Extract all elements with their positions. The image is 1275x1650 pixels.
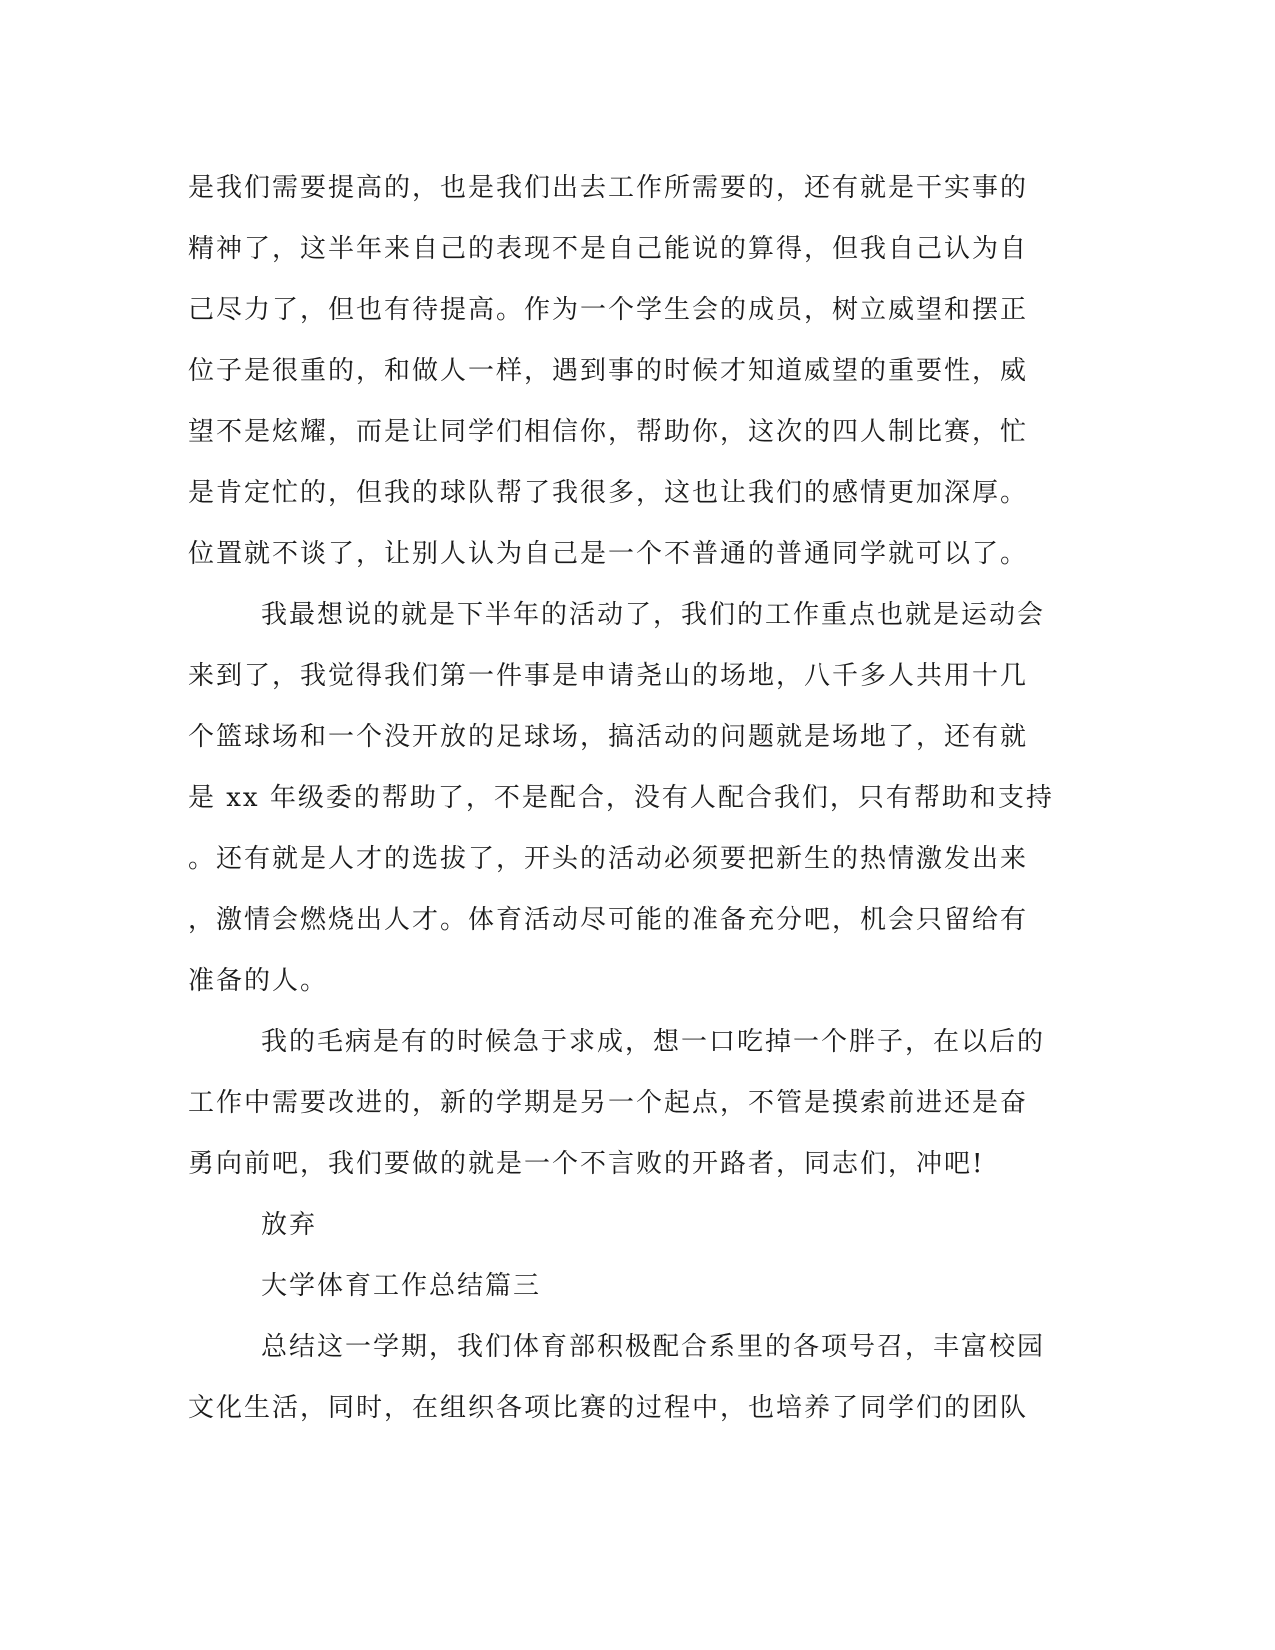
text-line: 是我们需要提高的，也是我们出去工作所需要的，还有就是干实事的 — [188, 173, 1029, 203]
document-body — [188, 158, 1068, 1439]
text-line: 个篮球场和一个没开放的足球场，搞活动的问题就是场地了，还有就 — [188, 722, 1029, 752]
text-line: 己尽力了，但也有待提高。作为一个学生会的成员，树立威望和摆正 — [188, 295, 1029, 325]
text-line: 是肯定忙的，但我的球队帮了我很多，这也让我们的感情更加深厚。 — [188, 478, 1029, 508]
text-line: 准备的人。 — [188, 966, 329, 996]
paragraph-first-line: 我最想说的就是下半年的活动了，我们的工作重点也就是运动会 — [261, 600, 1046, 630]
text-line: 勇向前吧，我们要做的就是一个不言败的开路者，同志们，冲吧! — [188, 1149, 985, 1179]
text-line: 来到了，我觉得我们第一件事是申请尧山的场地，八千多人共用十几 — [188, 661, 1029, 691]
standalone-word: 放弃 — [261, 1210, 318, 1240]
text-line: 位子是很重的，和做人一样，遇到事的时候才知道威望的重要性，威 — [188, 356, 1029, 386]
text-line: 工作中需要改进的，新的学期是另一个起点，不管是摸索前进还是奋 — [188, 1088, 1029, 1118]
text-line: 是 xx 年级委的帮助了，不是配合，没有人配合我们，只有帮助和支持 — [188, 783, 1054, 813]
text-line: 望不是炫耀，而是让同学们相信你，帮助你，这次的四人制比赛，忙 — [188, 417, 1029, 447]
text-line: ，激情会燃烧出人才。体育活动尽可能的准备充分吧，机会只留给有 — [188, 905, 1029, 935]
text-line: 精神了，这半年来自己的表现不是自己能说的算得，但我自己认为自 — [188, 234, 1029, 264]
paragraph-first-line: 我的毛病是有的时候急于求成，想一口吃掉一个胖子，在以后的 — [261, 1027, 1046, 1057]
text-line: 。还有就是人才的选拔了，开头的活动必须要把新生的热情激发出来 — [188, 844, 1029, 874]
section-heading: 大学体育工作总结篇三 — [261, 1271, 542, 1301]
paragraph-first-line: 总结这一学期，我们体育部积极配合系里的各项号召，丰富校园 — [261, 1332, 1046, 1362]
text-line: 位置就不谈了，让别人认为自己是一个不普通的普通同学就可以了。 — [188, 539, 1029, 569]
text-line: 文化生活，同时，在组织各项比赛的过程中，也培养了同学们的团队 — [188, 1393, 1029, 1423]
